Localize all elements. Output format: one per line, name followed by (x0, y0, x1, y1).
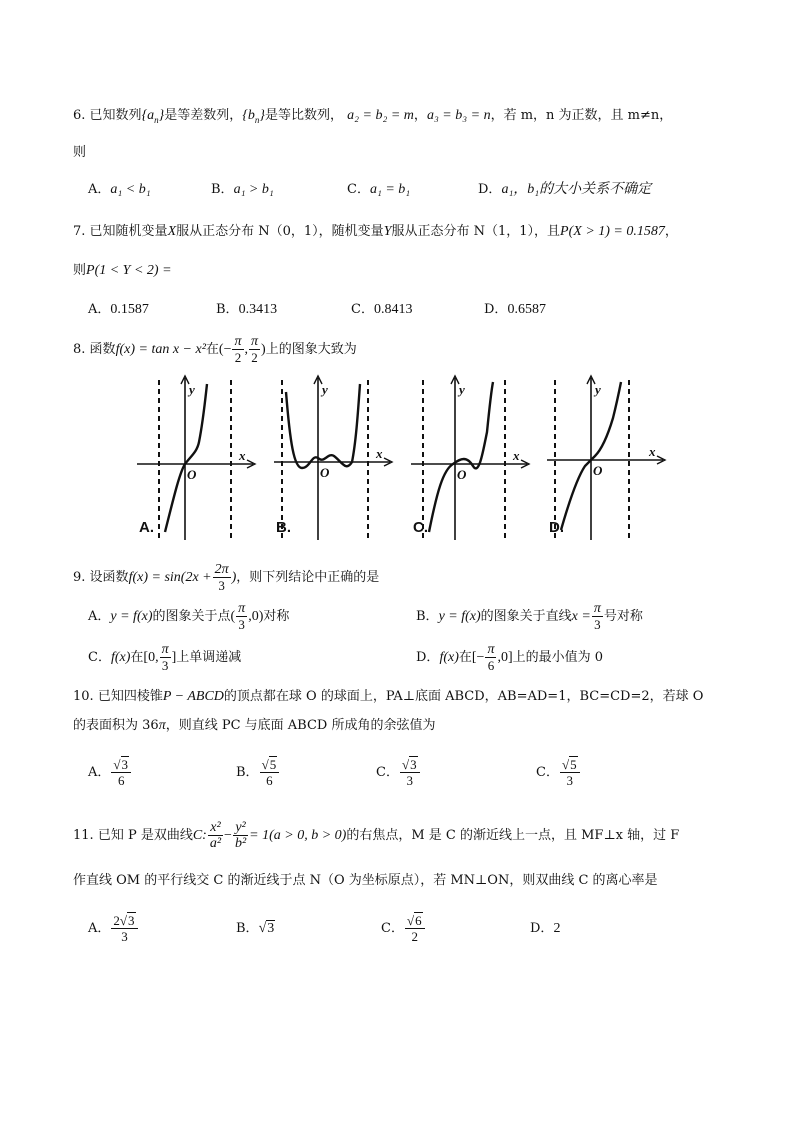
q10-stem-cont: 的表面积为 36π，则直线 PC 与底面 ABCD 所成角的余弦值为 (73, 718, 436, 733)
q6-option-b[interactable]: B．a₁ > b₁ (211, 182, 274, 197)
graph-d[interactable] (545, 372, 675, 542)
q11-option-c[interactable]: C． $\frac{√6}{2}$ (381, 908, 426, 950)
q6-text-2: 是等差数列， (164, 108, 243, 123)
q6-stem-cont: 则 (73, 145, 87, 160)
q11-number: 11. (73, 828, 94, 843)
q6-seq-b: $\{b_n\}$ (242, 108, 266, 125)
x-axis-label: x (513, 448, 520, 463)
q7-option-d[interactable]: D．0.6587 (484, 302, 546, 317)
q6-option-c[interactable]: C．a₁ = b₁ (347, 182, 411, 197)
q8-graph-options (135, 372, 675, 542)
q8-number: 8. (73, 342, 86, 357)
q9-frac: $\frac{2\pi}{3}$ (214, 562, 229, 593)
q9-text-2: ，则下列结论中正确的是 (236, 570, 380, 585)
graph-label: D. (549, 519, 564, 536)
q9-option-b[interactable]: B．y = f(x)的图象关于直线x = $\frac{\pi}{3}$ 号对称 (416, 601, 643, 632)
q6-number: 6. (73, 108, 86, 123)
origin-label: O (187, 467, 197, 482)
q7-stem-cont (73, 261, 172, 281)
x-axis-label: x (376, 446, 383, 461)
q10-option-b[interactable]: B． $\frac{√5}{6}$ (236, 752, 280, 794)
q6-option-a[interactable]: A．a₁ < b₁ (88, 182, 151, 197)
q9-option-c[interactable]: C．f(x)在[0, $\frac{\pi}{3}$ ]上单调递减 (88, 642, 242, 673)
q6-text-3: 是等比数列， (265, 108, 344, 123)
q8-frac-left: $\frac{\pi}{2}$ (234, 334, 242, 365)
function-curve (165, 384, 207, 532)
q7-text-5: 则 (73, 263, 87, 278)
origin-label: O (593, 463, 603, 478)
q9-option-d[interactable]: D．f(x)在[− $\frac{\pi}{6}$ ,0]上的最小值为 0 (416, 642, 604, 673)
q8-text-1: 函数 (89, 342, 116, 357)
origin-label: O (320, 465, 330, 480)
y-axis-label: y (459, 382, 465, 397)
q7-condition: P(X > 1) = 0.1587 (560, 224, 665, 239)
q9-option-a[interactable]: A．y = f(x)的图象关于点( $\frac{\pi}{3}$ ,0)对称 (88, 601, 290, 632)
q11-text-1: 已知 P 是双曲线 (97, 828, 193, 843)
q7-var-x: X (167, 224, 177, 239)
x-axis-label: x (239, 448, 246, 463)
graph-c[interactable] (409, 372, 539, 542)
graph-a[interactable] (135, 372, 265, 542)
q10-pyramid: P − ABCD (162, 689, 224, 704)
q7-var-y: Y (383, 224, 392, 239)
graph-label: A. (139, 519, 154, 536)
q11-option-a[interactable]: A． $\frac{2√3}{3}$ (88, 908, 139, 950)
q6-text-4: ，若 m，n 为正数，且 m≠n， (490, 108, 673, 123)
q7-number: 7. (73, 224, 86, 239)
q7-option-c[interactable]: C．0.8413 (351, 302, 413, 317)
q9-number: 9. (73, 570, 86, 585)
q10-option-a[interactable]: A． $\frac{√3}{6}$ (88, 752, 132, 794)
y-axis-label: y (595, 382, 601, 397)
q11-option-d[interactable]: D．2 (530, 921, 561, 936)
x-axis-label: x (649, 444, 656, 459)
q11-stem-cont: 作直线 OM 的平行线交 C 的渐近线于点 N（O 为坐标原点），若 MN⊥ON，则双曲线 C 的离心率是 (73, 873, 658, 888)
q6-eq1: a₂ = b₂ = m (347, 108, 414, 123)
y-axis-label: y (189, 382, 195, 397)
q9-stem: 9. 设函数f(x) = sin(2x + $\frac{2\pi}{3}$ )，则下列结论中正确的是 (73, 562, 380, 593)
q7-text-1: 已知随机变量 (89, 224, 168, 239)
q11-option-b[interactable]: B．√3 (236, 921, 275, 936)
q7-option-a[interactable]: A．0.1587 (88, 302, 149, 317)
q10-text-1: 已知四棱锥 (97, 689, 163, 704)
q10-text-2: 的顶点都在球 O 的球面上，PA⊥底面 ABCD，AB=AD=1，BC=CD=2，若球 O (223, 689, 704, 704)
graph-b[interactable] (272, 372, 402, 542)
q9-func-left: f(x) = sin(2x + (128, 570, 212, 585)
q6-option-d[interactable]: D．a₁，b₁的大小关系不确定 (478, 182, 652, 197)
q7-option-b[interactable]: B．0.3413 (216, 302, 278, 317)
q8-text-2: 在 (205, 342, 219, 357)
q6-seq-a: $\{a_n\}$ (141, 108, 165, 125)
q10-number: 10. (73, 689, 94, 704)
y-axis-label: y (322, 382, 328, 397)
q7-text-2: 服从正态分布 N（0，1），随机变量 (176, 224, 384, 239)
q7-stem (73, 222, 678, 242)
q11-stem: 11. 已知 P 是双曲线C: $\frac{\text{x²}}{\text{a²}}$ − $\frac{\text{y²}}{\text{b²}}$ = 1(a > 0, b > 0)的右焦点，M 是 C 的渐近线上一点，且 MF⊥x 轴，过 F (73, 820, 680, 851)
graph-label: B. (276, 519, 291, 536)
origin-label: O (457, 467, 467, 482)
q11-equation: = 1(a > 0, b > 0) (249, 828, 347, 843)
q10-option-d[interactable]: C． $\frac{√5}{3}$ (536, 752, 581, 794)
q11-text-2: 的右焦点，M 是 C 的渐近线上一点，且 MF⊥x 轴，过 F (346, 828, 680, 843)
q7-text-4: ， (664, 224, 678, 239)
q6-text-1: 已知数列 (89, 108, 142, 123)
q8-text-3: 上的图象大致为 (265, 342, 357, 357)
function-curve (429, 382, 493, 532)
q8-function: f(x) = tan x − x² (115, 342, 206, 357)
q8-frac-right: $\frac{\pi}{2}$ (251, 334, 259, 365)
q6-eq2: a₃ = b₃ = n (426, 108, 491, 123)
q6-stem (73, 106, 672, 130)
q8-stem: 8. 函数f(x) = tan x − x²在(− $\frac{\pi}{2}$ , $\frac{\pi}{2}$ )上的图象大致为 (73, 334, 357, 365)
q9-text-1: 设函数 (89, 570, 129, 585)
q10-option-c[interactable]: C． $\frac{√3}{3}$ (376, 752, 421, 794)
q7-text-3: 服从正态分布 N（1，1），且 (391, 224, 561, 239)
q6-comma: ， (413, 108, 427, 123)
graph-label: C. (413, 519, 428, 536)
q10-stem (73, 687, 703, 707)
q7-ask: P(1 < Y < 2) = (86, 263, 172, 278)
